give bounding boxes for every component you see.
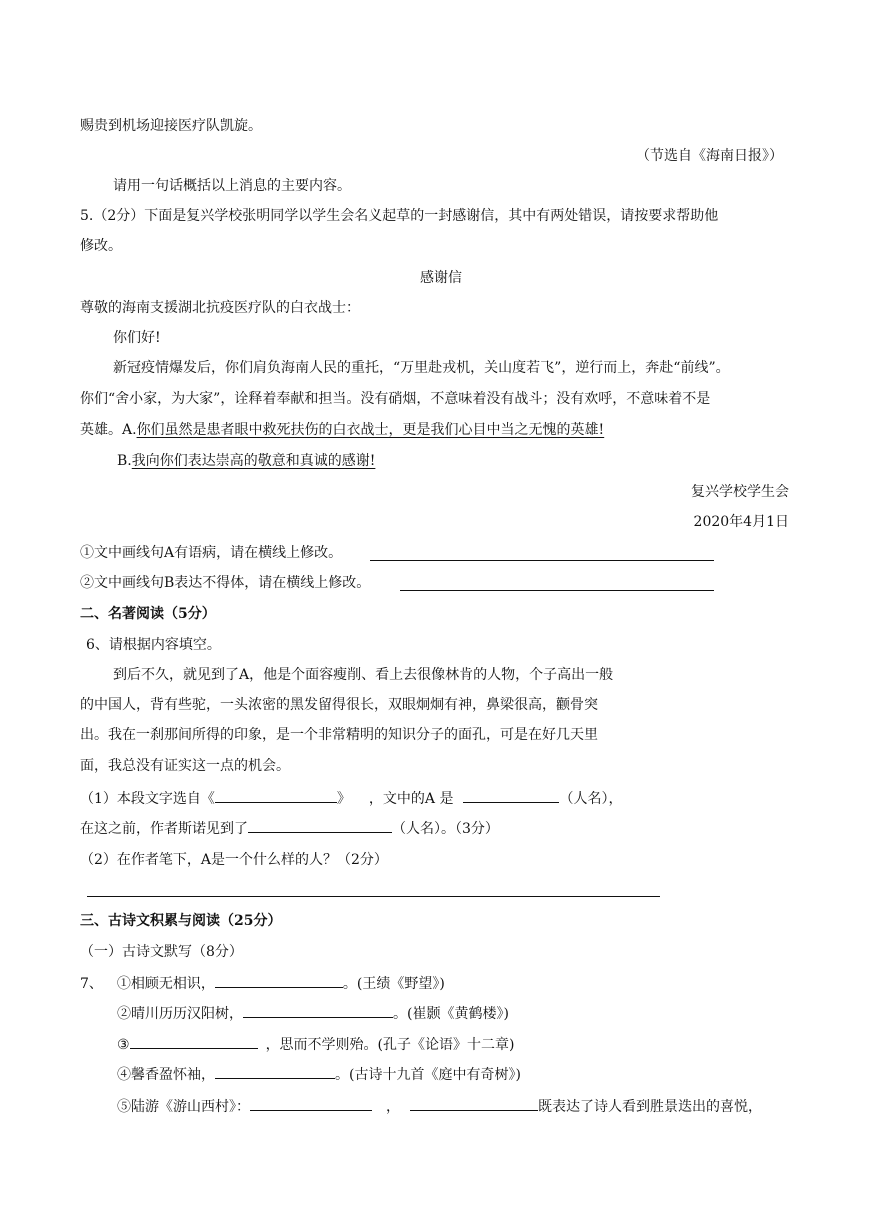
q7-item2-line	[117, 1003, 509, 1024]
letter-body-line2: 你们“舍小家，为大家”，诠释着奉献和担当。没有硝烟，不意味着没有战斗；没有欢呼，不意味着不是	[80, 391, 711, 407]
letter-signature: 复兴学校学生会	[691, 484, 789, 500]
sentence-b-label: B.	[117, 453, 132, 469]
letter-sentence-b-line	[117, 451, 375, 471]
q6-stem: 6、请根据内容填空。	[86, 637, 221, 653]
q4-last-line: 赐贵到机场迎接医疗队凯旋。	[80, 118, 262, 134]
sub1-text-c: ，文中的A 是	[368, 791, 454, 807]
q7-item4-source: 。(古诗十九首《庭中有奇树》)	[335, 1067, 521, 1083]
q7-item2-text: ②晴川历历汉阳树，	[117, 1006, 243, 1022]
sentence-a-label: 英雄。A.	[80, 422, 137, 438]
letter-greeting: 你们好!	[113, 330, 161, 346]
q7-item3-text: ③	[117, 1037, 130, 1053]
section3-part1: （一）古诗文默写（8分）	[80, 944, 243, 960]
section2-heading: 二、名著阅读（5分）	[80, 606, 216, 622]
q7-item2-blank[interactable]	[243, 1003, 393, 1018]
passage-line1: 到后不久，就见到了A，他是个面容瘦削、看上去很像林肯的人物，个子高出一般	[113, 667, 614, 683]
person-before-blank[interactable]	[248, 818, 392, 833]
q7-item1-source: 。(王绩《野望》)	[342, 976, 445, 992]
book-title-blank[interactable]	[215, 788, 337, 803]
q7-item5-blank1[interactable]	[250, 1096, 372, 1111]
q7-item5-text: ⑤陆游《游山西村》：	[117, 1099, 250, 1115]
q7-item1-blank[interactable]	[215, 973, 343, 988]
q5-item2-answer-line[interactable]	[400, 590, 714, 591]
q7-item3-source: ，思而不学则殆。(孔子《论语》十二章)	[265, 1037, 515, 1053]
sub1-text-d: （人名），	[559, 791, 623, 807]
q6-sub1-line2	[80, 818, 499, 839]
q5-item1-answer-line[interactable]	[370, 560, 714, 561]
q5-item1: ①文中画线句A有语病，请在横线上修改。	[80, 545, 343, 561]
q6-sub2: （2）在作者笔下，A是一个什么样的人？（2分）	[80, 852, 388, 868]
q6-sub1-line1	[80, 788, 622, 809]
q6-sub2-answer-line[interactable]	[87, 896, 660, 897]
q7-number: 7、	[80, 976, 103, 992]
q7-item5-line	[117, 1096, 762, 1117]
q5-stem-line2: 修改。	[80, 238, 122, 254]
sentence-a: 你们虽然是患者眼中救死扶伤的白衣战士，更是我们心目中当之无愧的英雄!	[136, 422, 605, 438]
q5-stem-line1: 5.（2分）下面是复兴学校张明同学以学生会名义起草的一封感谢信，其中有两处错误，请按要求帮助他	[80, 208, 719, 224]
sub1-line2-text-b: （人名）。（3分）	[392, 821, 499, 837]
q7-item4-line	[117, 1064, 521, 1085]
passage-line4: 面，我总没有证实这一点的机会。	[80, 758, 290, 774]
passage-line2: 的中国人，背有些驼，一头浓密的黑发留得很长，双眼炯炯有神，鼻梁很高，颧骨突	[80, 697, 598, 713]
q7-item3-line	[117, 1034, 515, 1055]
q7-item1-text: ①相顾无相识，	[116, 976, 215, 992]
q7-item2-source: 。(崔颢《黄鹤楼》)	[393, 1006, 509, 1022]
q4-source: （节选自《海南日报》）	[636, 148, 783, 164]
sub1-line2-text-a: 在这之前，作者斯诺见到了	[80, 821, 248, 837]
letter-salutation: 尊敬的海南支援湖北抗疫医疗队的白衣战士：	[80, 300, 360, 316]
q7-item4-blank[interactable]	[215, 1064, 335, 1079]
sub1-text-b: 》	[336, 791, 351, 807]
q7-item3-blank[interactable]	[130, 1034, 258, 1049]
sub1-text-a: （1）本段文字选自《	[80, 791, 215, 807]
q7-item4-text: ④馨香盈怀袖，	[117, 1067, 215, 1083]
q7-item5-comma: ，	[386, 1099, 400, 1115]
q7-item1-line	[80, 973, 445, 994]
letter-date: 2020年4月1日	[693, 514, 789, 530]
letter-body-line1: 新冠疫情爆发后，你们肩负海南人民的重托，“万里赴戎机，关山度若飞”，逆行而上，奔赴“前线”。	[113, 360, 730, 376]
q5-item2: ②文中画线句B表达不得体，请在横线上修改。	[80, 575, 371, 591]
letter-title: 感谢信	[420, 270, 462, 286]
letter-body-line3	[80, 420, 604, 440]
q7-item5-blank2[interactable]	[410, 1096, 538, 1111]
passage-line3: 出。我在一刹那间所得的印象，是一个非常精明的知识分子的面孔，可是在好几天里	[80, 727, 598, 743]
sentence-b: 我向你们表达崇高的敬意和真诚的感谢!	[131, 453, 376, 469]
q7-item5-tail: 既表达了诗人看到胜景迭出的喜悦，	[538, 1099, 762, 1115]
section3-heading: 三、古诗文积累与阅读（25分）	[80, 913, 282, 929]
person-a-blank[interactable]	[463, 788, 559, 803]
q4-prompt: 请用一句话概括以上消息的主要内容。	[113, 178, 351, 194]
